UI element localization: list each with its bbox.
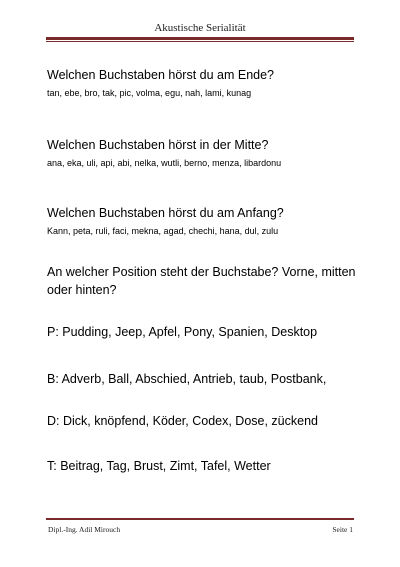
footer-rule [46, 518, 354, 520]
position-question: An welcher Position steht der Buchstabe? Vorne, mitten oder hinten? [47, 265, 356, 297]
letter-line-b: B: Adverb, Ball, Abschied, Antrieb, taub, Postbank, [47, 372, 327, 386]
question-heading: Welchen Buchstaben hörst du am Ende? [47, 68, 274, 82]
question-heading: Welchen Buchstaben hörst du am Anfang? [47, 206, 284, 220]
word-list: tan, ebe, bro, tak, pic, volma, egu, nah, lami, kunag [47, 88, 252, 98]
letter-line-t: T: Beitrag, Tag, Brust, Zimt, Tafel, Wetter [47, 459, 271, 473]
header-rule [46, 37, 354, 40]
question-heading: Welchen Buchstaben hörst in der Mitte? [47, 138, 269, 152]
section-middle [47, 138, 281, 169]
letter-line-d: D: Dick, knöpfend, Köder, Codex, Dose, zückend [47, 414, 318, 428]
document-title: Akustische Serialität [154, 22, 246, 34]
letter-line-p: P: Pudding, Jeep, Apfel, Pony, Spanien, Desktop [47, 325, 318, 339]
footer-author: Dipl.-Ing. Adil Mirouch [48, 525, 121, 534]
section-start [47, 206, 284, 237]
header-rule-thin [46, 41, 354, 42]
word-list: Kann, peta, ruli, faci, mekna, agad, chechi, hana, dul, zulu [47, 226, 279, 236]
footer-page-number: Seite 1 [332, 525, 353, 534]
section-end [47, 68, 274, 99]
word-list: ana, eka, uli, api, abi, nelka, wutli, berno, menza, libardonu [47, 158, 282, 168]
